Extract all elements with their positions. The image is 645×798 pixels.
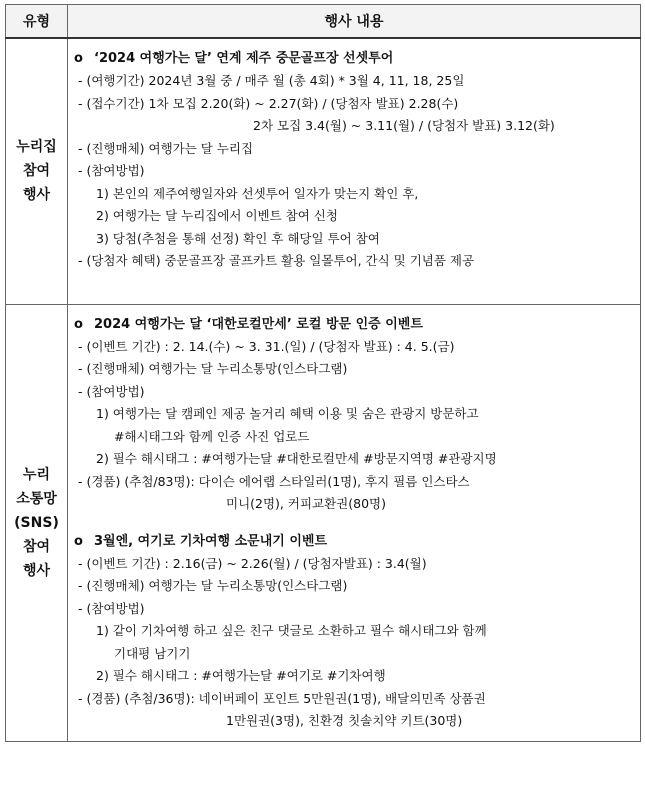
table-row bbox=[6, 304, 641, 741]
event-line: 2) 여행가는 달 누리집에서 이벤트 참여 신청 bbox=[96, 208, 338, 223]
event-line: 1) 본인의 제주여행일자와 선셋투어 일자가 맞는지 확인 후, bbox=[96, 185, 419, 201]
type-line: 소통망 bbox=[16, 490, 57, 507]
event-line: 3) 당첨(추첨을 통해 선정) 확인 후 해당일 투어 참여 bbox=[96, 230, 380, 246]
event-line: 1만원권(3명), 친환경 칫솔치약 키트(30명) bbox=[226, 713, 463, 728]
event-line: - (진행매체) 여행가는 달 누리소통망(인스타그램) bbox=[78, 361, 348, 376]
circle-bullet-icon: o bbox=[74, 533, 83, 549]
event-line: - (경품) (추첨/83명): 다이슨 에어랩 스타일러(1명), 후지 필름 인스타스 bbox=[78, 473, 470, 489]
type-line: 행사 bbox=[22, 187, 51, 204]
event-line: 2) 필수 해시태그 : #여행가는달 #여기로 #기차여행 bbox=[96, 668, 386, 683]
type-line: 누리집 bbox=[16, 139, 57, 156]
row-type-cell bbox=[6, 38, 68, 304]
event-title: o 3월엔, 여기로 기차여행 소문내기 이벤트 bbox=[74, 530, 634, 553]
type-line: 행사 bbox=[22, 562, 51, 579]
row-content-cell bbox=[68, 38, 641, 304]
row-type-cell bbox=[6, 304, 68, 741]
event-line: 2) 필수 해시태그 : #여행가는달 #대한로컬만세 #방문지역명 #관광지명 bbox=[96, 451, 497, 466]
header-content: 행사 내용 bbox=[68, 5, 641, 39]
type-line: (SNS) bbox=[14, 514, 59, 531]
event-line: #해시태그와 함께 인증 사진 업로드 bbox=[114, 428, 310, 444]
circle-bullet-icon: o bbox=[74, 316, 83, 332]
event-title: o ‘2024 여행가는 달’ 연계 제주 중문골프장 선셋투어 bbox=[74, 47, 634, 70]
event-line: 1) 여행가는 달 캠페인 제공 놀거리 혜택 이용 및 숨은 관광지 방문하고 bbox=[96, 406, 479, 421]
event-title: o 2024 여행가는 달 ‘대한로컬만세’ 로컬 방문 인증 이벤트 bbox=[74, 313, 634, 336]
type-line: 누리 bbox=[22, 466, 51, 483]
circle-bullet-icon: o bbox=[74, 51, 83, 66]
row-content-cell bbox=[68, 304, 641, 741]
header-type: 유형 bbox=[6, 5, 68, 39]
event-line: - (참여방법) bbox=[78, 600, 145, 616]
event-line: - (참여방법) bbox=[78, 383, 145, 399]
event-line: 미니(2명), 커피교환권(80명) bbox=[226, 496, 386, 511]
event-line: - (여행기간) 2024년 3월 중 / 매주 월 (총 4회) * 3월 4, 11, 18, 25일 bbox=[78, 73, 465, 88]
event-line: - (진행매체) 여행가는 달 누리집 bbox=[78, 140, 254, 156]
event-line: 기대평 남기기 bbox=[114, 645, 191, 661]
event-line: - (경품) (추첨/36명): 네이버페이 포인트 5만원권(1명), 배달의민족 상품권 bbox=[78, 690, 486, 706]
event-line: 2차 모집 3.4(월) ~ 3.11(월) / (당첨자 발표) 3.12(화) bbox=[253, 118, 555, 133]
event-line: - (이벤트 기간) : 2.16(금) ~ 2.26(월) / (당첨자발표) : 3.4(월) bbox=[78, 555, 427, 571]
type-line: 참여 bbox=[22, 538, 51, 555]
event-line: - (진행매체) 여행가는 달 누리소통망(인스타그램) bbox=[78, 578, 348, 593]
header-row bbox=[6, 5, 641, 39]
event-line: - (참여방법) bbox=[78, 163, 145, 178]
type-line: 참여 bbox=[22, 163, 51, 180]
event-line: - (이벤트 기간) : 2. 14.(수) ~ 3. 31.(일) / (당첨자 발표) : 4. 5.(금) bbox=[78, 338, 455, 354]
event-line: 1) 같이 기차여행 하고 싶은 친구 댓글로 소환하고 필수 해시태그와 함께 bbox=[96, 623, 487, 638]
event-line: - (접수기간) 1차 모집 2.20(화) ~ 2.27(화) / (당첨자 발표) 2.28(수) bbox=[78, 95, 459, 111]
table-row bbox=[6, 38, 641, 304]
event-line: - (당첨자 혜택) 중문골프장 골프카트 활용 일몰투어, 간식 및 기념품 제공 bbox=[78, 253, 475, 268]
events-table bbox=[5, 4, 641, 742]
